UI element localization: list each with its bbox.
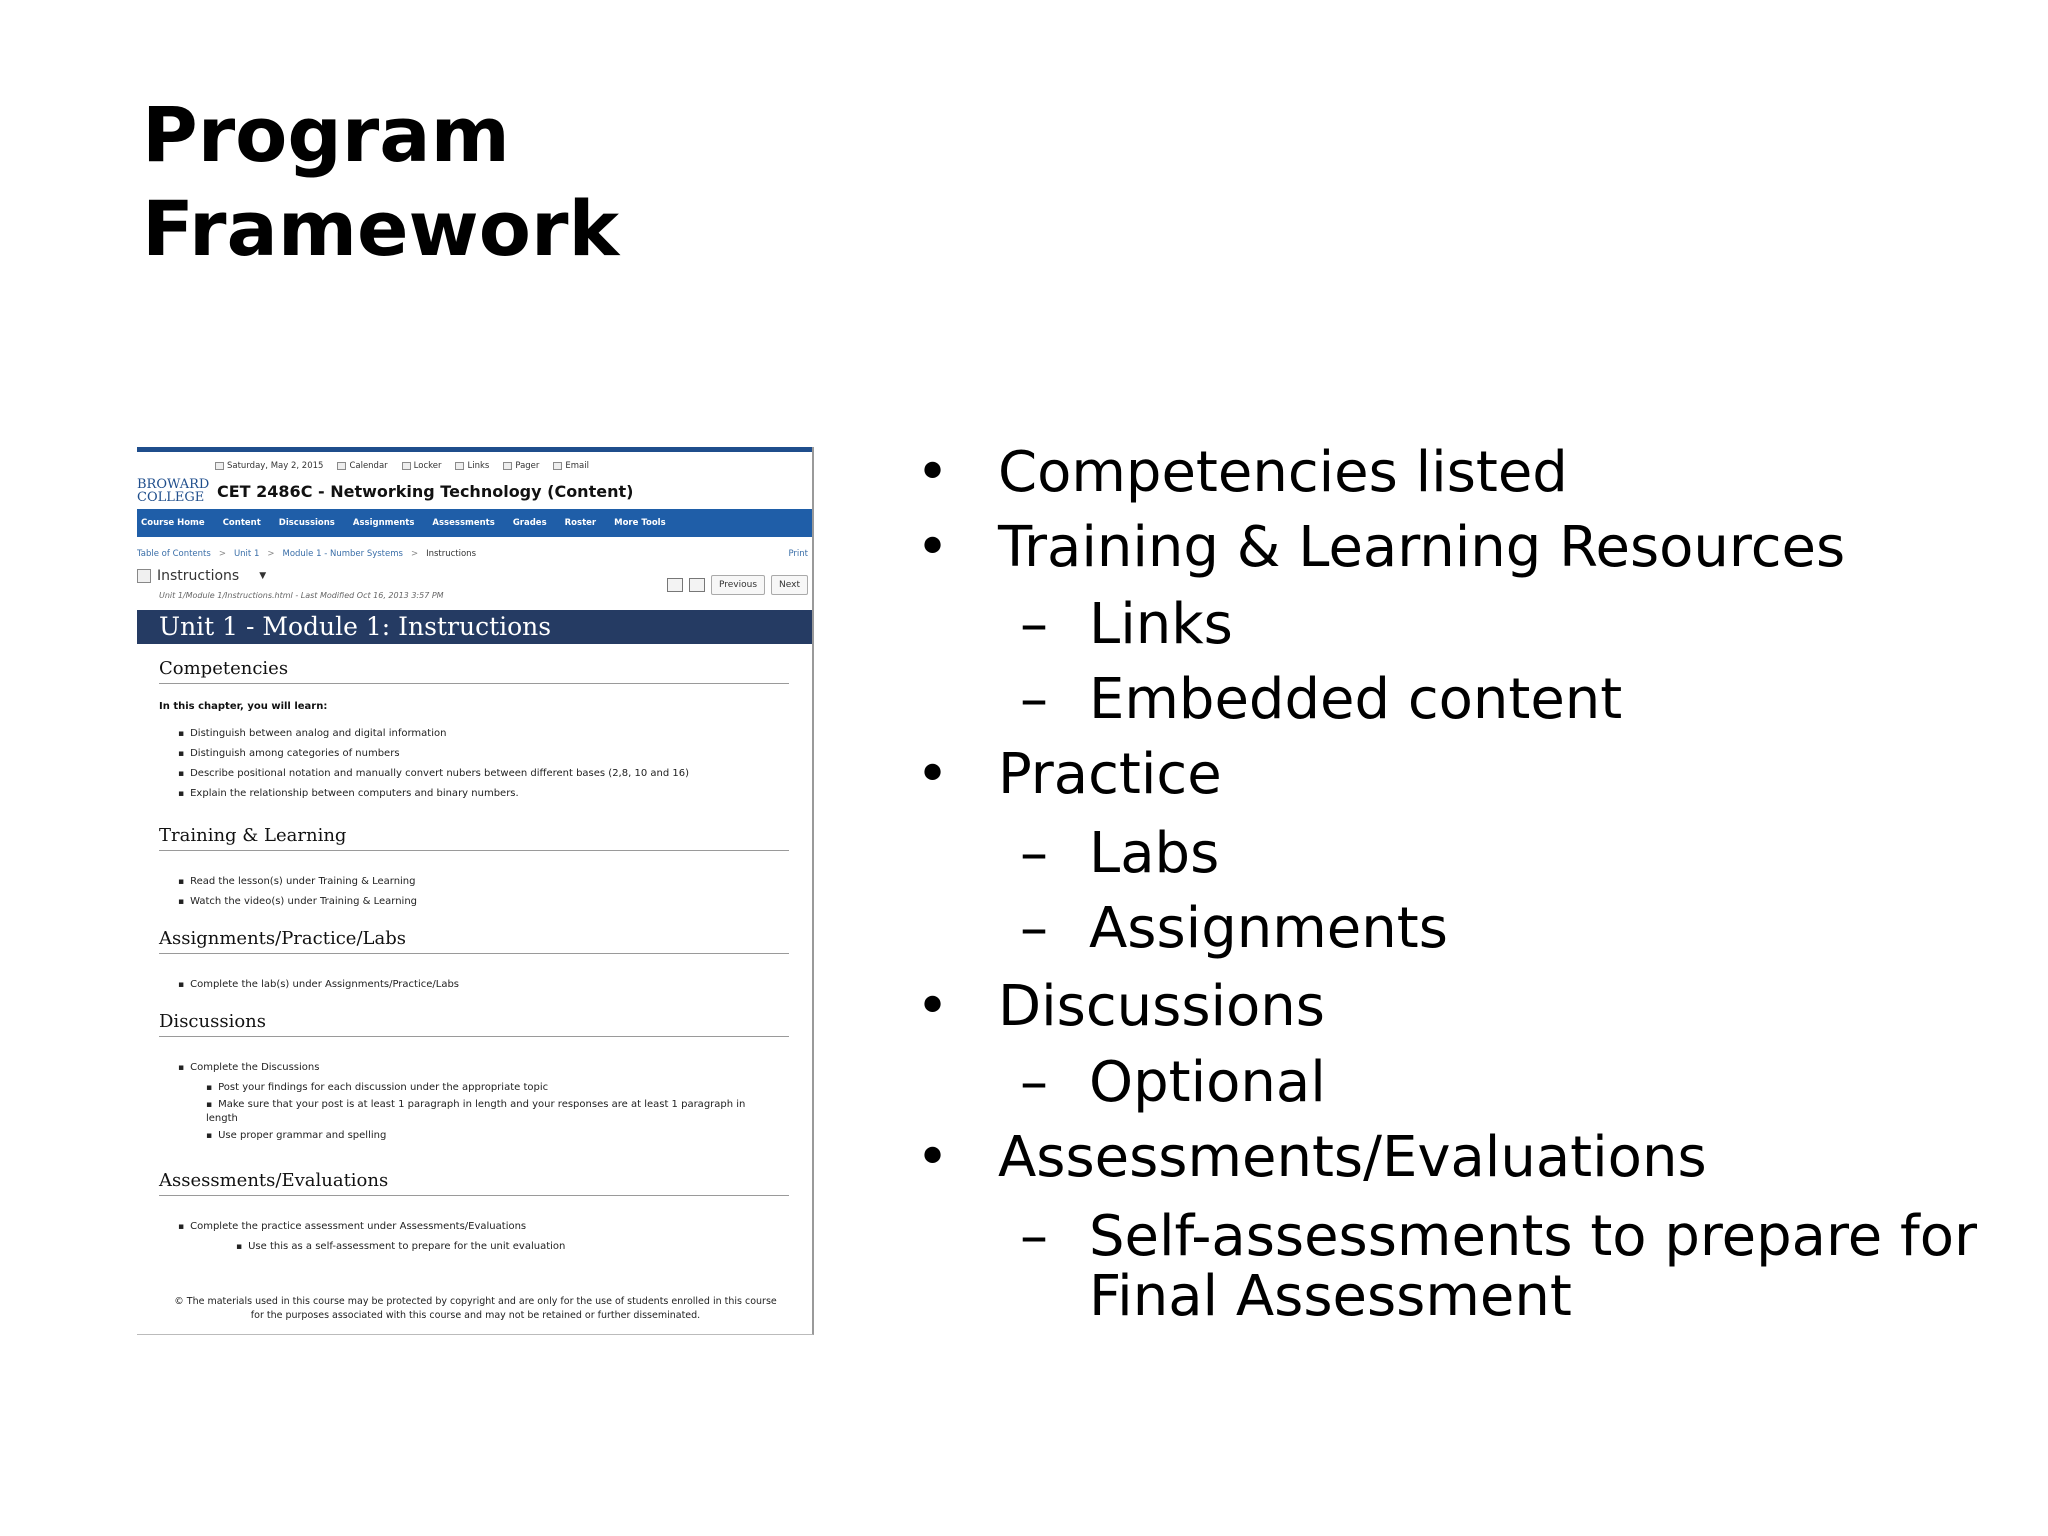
page-nav-controls bbox=[667, 575, 808, 595]
copyright-line1: © The materials used in this course may be protected by copyright and are only for the use of students enrolled in this course bbox=[174, 1296, 777, 1307]
previous-button: Previous bbox=[711, 575, 765, 595]
list-item: ▪ Distinguish among categories of numbers bbox=[178, 744, 689, 764]
crumb-module: Module 1 - Number Systems bbox=[282, 549, 403, 559]
calendar-small-icon bbox=[215, 462, 224, 470]
nav-grades: Grades bbox=[512, 518, 547, 528]
util-links: Links bbox=[455, 461, 489, 471]
list-item: ▪ Distinguish between analog and digital information bbox=[178, 724, 689, 744]
section-heading-assessments: Assessments/Evaluations bbox=[159, 1170, 789, 1196]
dash-marker: – bbox=[1020, 1050, 1048, 1115]
util-calendar: Calendar bbox=[337, 461, 387, 471]
nav-content: Content bbox=[222, 518, 261, 528]
bullet-marker: • bbox=[916, 974, 950, 1039]
list-item: ▪ Use this as a self-assessment to prepare for the unit evaluation bbox=[178, 1240, 565, 1254]
page-label-row bbox=[137, 568, 266, 584]
list-item: ▪ Use proper grammar and spelling bbox=[178, 1129, 778, 1143]
slide-title-line2: Framework bbox=[142, 184, 620, 273]
page-icon bbox=[137, 569, 151, 583]
breadcrumb bbox=[137, 549, 476, 559]
dash-marker: – bbox=[1020, 821, 1048, 886]
list-item: ▪ Describe positional notation and manually convert nubers between different bases (2,8, 10 and 16) bbox=[178, 764, 689, 784]
bookmark-icon bbox=[667, 578, 683, 592]
page-label: Instructions bbox=[157, 568, 240, 584]
list-item: ▪ Make sure that your post is at least 1 paragraph in length and your responses are at least 1 paragraph in length bbox=[178, 1098, 778, 1126]
list-item: ▪ Complete the practice assessment under Assessments/Evaluations bbox=[178, 1217, 565, 1237]
list-item: ▪ Complete the lab(s) under Assignments/Practice/Labs bbox=[178, 975, 459, 995]
window-icon bbox=[689, 578, 705, 592]
competencies-intro: In this chapter, you will learn: bbox=[159, 701, 328, 712]
nav-assessments: Assessments bbox=[432, 518, 495, 528]
bullet-text: Competencies listed bbox=[998, 440, 1568, 505]
nav-assignments: Assignments bbox=[352, 518, 415, 528]
copyright-notice bbox=[137, 1295, 814, 1323]
subbullet-text-line2: Final Assessment bbox=[1089, 1264, 1572, 1329]
subbullet-text: Labs bbox=[1089, 821, 1220, 886]
subbullet-text: Links bbox=[1089, 592, 1233, 657]
chevron-down-icon: ▼ bbox=[259, 571, 267, 581]
pager-icon bbox=[503, 462, 512, 470]
slide-title-line1: Program bbox=[142, 90, 510, 179]
slide-title bbox=[142, 88, 619, 276]
nav-discussions: Discussions bbox=[278, 518, 335, 528]
college-logo bbox=[137, 478, 209, 504]
last-modified: Unit 1/Module 1/Instructions.html - Last Modified Oct 16, 2013 3:57 PM bbox=[159, 591, 444, 600]
util-date: Saturday, May 2, 2015 bbox=[215, 461, 323, 471]
list-item: ▪ Complete the Discussions bbox=[178, 1058, 778, 1078]
bullet-text: Assessments/Evaluations bbox=[998, 1125, 1707, 1190]
subbullet-text-line1: Self-assessments to prepare for bbox=[1089, 1204, 1978, 1269]
dash-marker: – bbox=[1020, 1204, 1048, 1269]
crumb-separator: > bbox=[218, 549, 226, 559]
assessments-list bbox=[178, 1217, 565, 1257]
section-heading-training: Training & Learning bbox=[159, 825, 789, 851]
list-item: ▪ Watch the video(s) under Training & Learning bbox=[178, 892, 417, 912]
assignments-list bbox=[178, 975, 459, 995]
nav-course-home: Course Home bbox=[141, 518, 205, 528]
section-heading-competencies: Competencies bbox=[159, 658, 789, 684]
logo-line1: BROWARD bbox=[137, 477, 210, 492]
next-button: Next bbox=[771, 575, 808, 595]
nav-roster: Roster bbox=[564, 518, 597, 528]
utility-bar bbox=[215, 461, 589, 471]
list-item: ▪ Read the lesson(s) under Training & Learning bbox=[178, 872, 417, 892]
util-locker: Locker bbox=[402, 461, 442, 471]
email-icon bbox=[553, 462, 562, 470]
crumb-unit: Unit 1 bbox=[233, 549, 260, 559]
course-page-screenshot bbox=[137, 447, 814, 1335]
module-banner: Unit 1 - Module 1: Instructions bbox=[137, 610, 814, 644]
bullet-marker: • bbox=[916, 515, 950, 580]
course-navbar bbox=[137, 509, 814, 537]
bullet-marker: • bbox=[916, 742, 950, 807]
bullet-marker: • bbox=[916, 1125, 950, 1190]
top-accent-line bbox=[137, 447, 814, 452]
discussions-list bbox=[178, 1058, 778, 1146]
nav-more-tools: More Tools bbox=[614, 518, 666, 528]
bullet-text: Discussions bbox=[998, 974, 1325, 1039]
dash-marker: – bbox=[1020, 592, 1048, 657]
section-heading-discussions: Discussions bbox=[159, 1011, 789, 1037]
bullet-marker: • bbox=[916, 440, 950, 505]
bullet-text: Training & Learning Resources bbox=[998, 515, 1846, 580]
copyright-line2: for the purposes associated with this course and may not be retained or further disseminated. bbox=[250, 1310, 701, 1321]
util-email: Email bbox=[553, 461, 589, 471]
links-icon bbox=[455, 462, 464, 470]
calendar-icon bbox=[337, 462, 346, 470]
logo-line2: COLLEGE bbox=[137, 490, 205, 505]
crumb-separator: > bbox=[267, 549, 275, 559]
dash-marker: – bbox=[1020, 896, 1048, 961]
bullet-text: Practice bbox=[998, 742, 1222, 807]
crumb-current: Instructions bbox=[426, 549, 476, 559]
crumb-separator: > bbox=[410, 549, 419, 559]
dash-marker: – bbox=[1020, 667, 1048, 732]
subbullet-text: Assignments bbox=[1089, 896, 1448, 961]
locker-icon bbox=[402, 462, 411, 470]
competencies-list bbox=[178, 724, 689, 804]
subbullet-text: Optional bbox=[1089, 1050, 1326, 1115]
course-title: CET 2486C - Networking Technology (Content) bbox=[217, 482, 634, 501]
training-list bbox=[178, 872, 417, 912]
print-link: Print bbox=[788, 549, 808, 559]
subbullet-text: Embedded content bbox=[1089, 667, 1623, 732]
util-pager: Pager bbox=[503, 461, 539, 471]
list-item: ▪ Explain the relationship between computers and binary numbers. bbox=[178, 784, 689, 804]
list-item: ▪ Post your findings for each discussion under the appropriate topic bbox=[178, 1081, 778, 1095]
section-heading-assignments: Assignments/Practice/Labs bbox=[159, 928, 789, 954]
crumb-toc: Table of Contents bbox=[137, 549, 211, 559]
